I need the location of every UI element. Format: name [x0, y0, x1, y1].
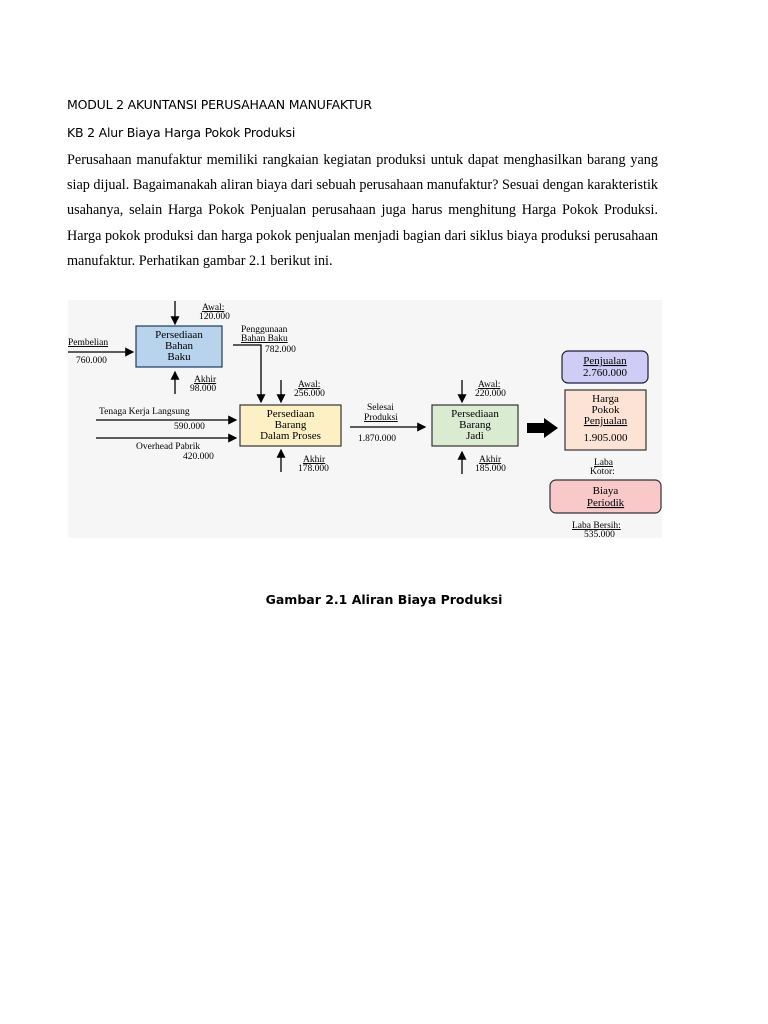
module-title: MODUL 2 AKUNTANSI PERUSAHAAN MANUFAKTUR [67, 97, 372, 112]
dalam-proses-line-3: Dalam Proses [260, 430, 321, 442]
selesai-label-2: Produksi [364, 413, 398, 423]
cost-flow-svg [68, 300, 662, 538]
dalam-proses-line-1: Persediaan [266, 408, 315, 420]
dp-awal-label: Awal: [298, 380, 321, 390]
bb-akhir-value: 98.000 [190, 384, 217, 394]
dp-akhir-value: 178.000 [298, 464, 329, 474]
bahan-baku-line-3: Baku [167, 351, 191, 363]
tenaga-value: 590.000 [174, 422, 205, 432]
biaya-periodik-line-2: Periodik [586, 497, 625, 509]
penggunaan-label-1: Penggunaan [241, 325, 288, 335]
penjualan-value: 2.760.000 [583, 367, 627, 379]
laba-kotor-label-2: Kotor: [590, 467, 615, 477]
penggunaan-label-2: Bahan Baku [241, 334, 288, 344]
laba-kotor-label-1: Laba [594, 458, 613, 468]
dp-akhir-label: Akhir [303, 455, 326, 465]
hpp-value: 1.905.000 [583, 432, 628, 444]
barang-jadi-line-1: Persediaan [451, 408, 499, 420]
pembelian-value: 760.000 [76, 356, 107, 366]
bb-akhir-label: Akhir [194, 375, 217, 385]
overhead-label: Overhead Pabrik [136, 442, 201, 452]
hpp-line-2: Pokok [591, 404, 620, 416]
hpp-line-1: Harga [592, 393, 619, 405]
penggunaan-arrow [233, 345, 261, 402]
section-title: KB 2 Alur Biaya Harga Pokok Produksi [67, 125, 296, 140]
bj-akhir-label: Akhir [479, 455, 502, 465]
bj-akhir-value: 185.000 [475, 464, 506, 474]
penggunaan-value: 782.000 [265, 345, 296, 355]
penjualan-label: Penjualan [583, 355, 627, 367]
tenaga-label: Tenaga Kerja Langsung [99, 407, 190, 417]
bb-awal-label: Awal: [202, 303, 225, 313]
dp-awal-value: 256.000 [294, 389, 325, 399]
selesai-label-1: Selesai [367, 403, 394, 413]
bahan-baku-line-2: Bahan [164, 340, 194, 352]
intro-paragraph: Perusahaan manufaktur memiliki rangkaian kegiatan produksi untuk dapat menghasilkan barang yang siap dijual. Bagaimanakah aliran biaya dari sebuah perusahaan manufaktur? Sesuai dengan karakteristik usahanya, selain Harga Pokok Penjualan perusahaan juga harus menghitung Harga Pokok Produksi. Harga pokok produksi dan harga pokok penjualan menjadi bagian dari siklus biaya produksi perusahaan manufaktur. Perhatikan gambar 2.1 berikut ini. [67, 152, 658, 269]
bj-awal-value: 220.000 [475, 389, 506, 399]
barang-jadi-line-2: Barang [459, 419, 491, 431]
block-arrow [527, 418, 558, 438]
bahan-baku-line-1: Persediaan [155, 329, 203, 341]
barang-jadi-line-3: Jadi [466, 430, 484, 442]
dalam-proses-line-2: Barang [274, 419, 307, 431]
pembelian-label: Pembelian [68, 338, 109, 348]
overhead-value: 420.000 [183, 452, 214, 462]
hpp-line-3: Penjualan [583, 415, 628, 427]
laba-bersih-label: Laba Bersih: [572, 521, 621, 531]
laba-bersih-value: 535.000 [584, 530, 615, 538]
figure-caption: Gambar 2.1 Aliran Biaya Produksi [265, 592, 503, 607]
selesai-value: 1.870.000 [358, 434, 396, 444]
cost-flow-diagram [68, 300, 662, 538]
bj-awal-label: Awal: [478, 380, 501, 390]
bb-awal-value: 120.000 [199, 312, 230, 322]
biaya-periodik-line-1: Biaya [592, 485, 619, 497]
